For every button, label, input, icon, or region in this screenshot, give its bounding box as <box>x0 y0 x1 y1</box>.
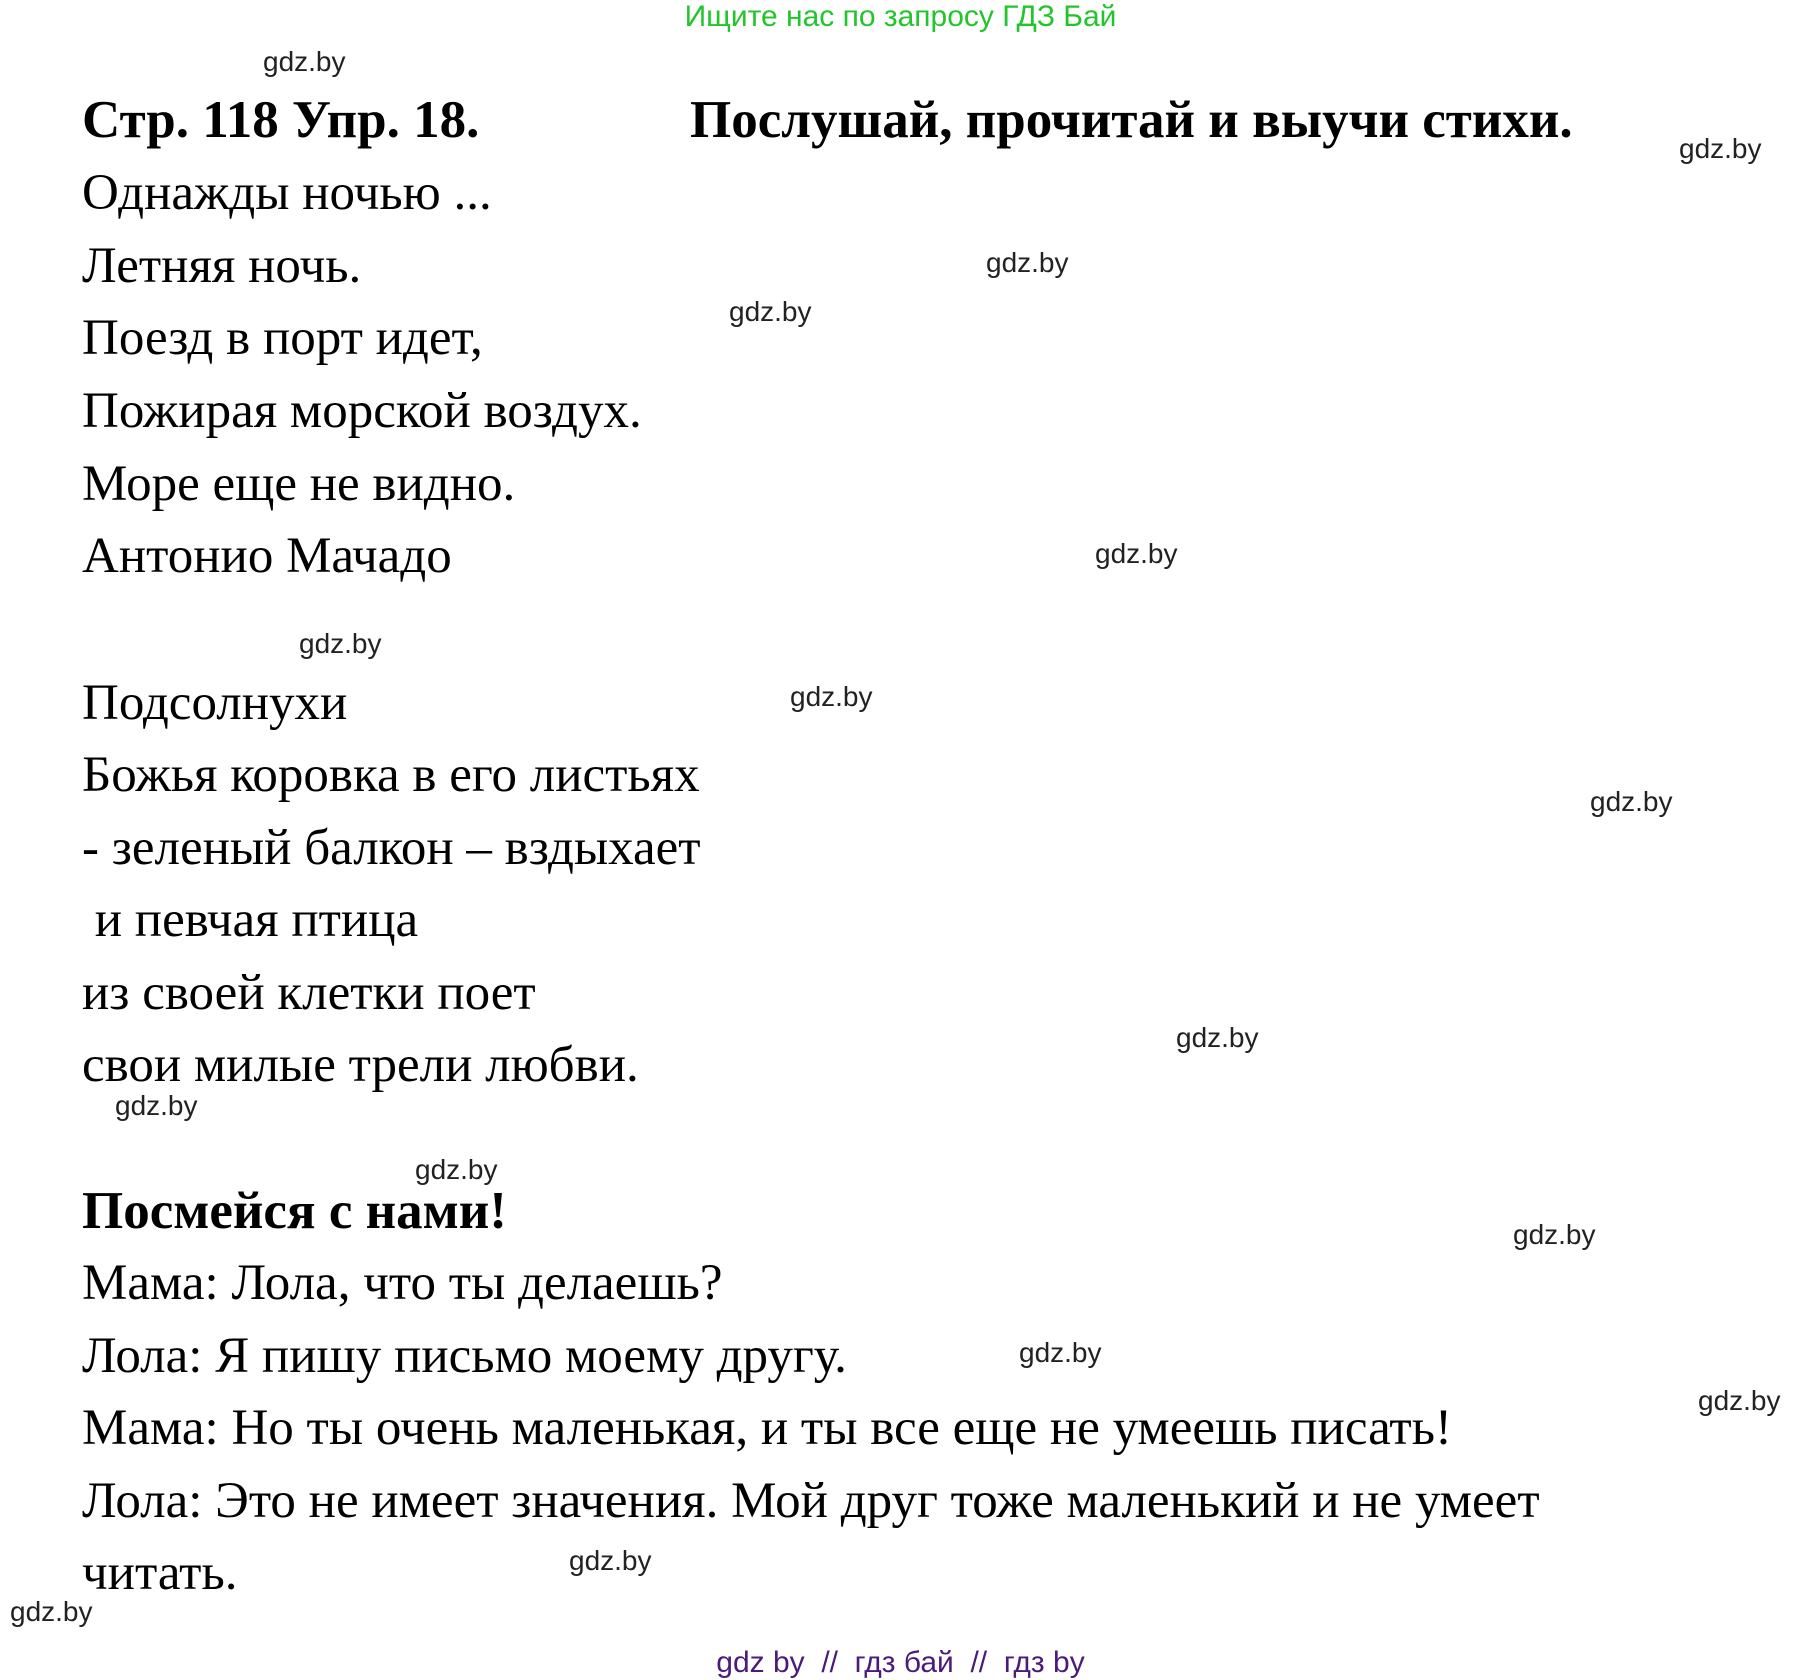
exercise-instruction: Послушай, прочитай и выучи стихи. <box>690 91 1573 149</box>
poem1-line: Пожирая морской воздух. <box>82 383 642 439</box>
joke-line: читать. <box>82 1545 238 1601</box>
watermark: gdz.by <box>790 681 873 712</box>
joke-line: Лола: Я пишу письмо моему другу. <box>82 1328 847 1384</box>
watermark: gdz.by <box>415 1154 498 1185</box>
watermark: gdz.by <box>1019 1337 1102 1368</box>
joke-line: Лола: Это не имеет значения. Мой друг тоже маленький и не умеет <box>82 1473 1540 1529</box>
joke-line: Мама: Но ты очень маленькая, и ты все еще не умеешь писать! <box>82 1400 1452 1456</box>
watermark: gdz.by <box>1176 1022 1259 1053</box>
poem2-line: из своей клетки поет <box>82 965 536 1021</box>
watermark: gdz.by <box>1590 786 1673 817</box>
watermark: gdz.by <box>1698 1385 1781 1416</box>
joke-line: Мама: Лола, что ты делаешь? <box>82 1255 723 1311</box>
poem2-line: - зеленый балкон – вздыхает <box>82 820 701 876</box>
exercise-reference: Стр. 118 Упр. 18. <box>82 91 480 149</box>
watermark: gdz.by <box>986 247 1069 278</box>
poem2-line: и певчая птица <box>82 892 419 948</box>
poem1-line: Море еще не видно. <box>82 456 516 512</box>
poem2-title: Подсолнухи <box>82 675 348 731</box>
watermark: gdz.by <box>1513 1219 1596 1250</box>
poem1-author: Антонио Мачадо <box>82 528 452 584</box>
watermark: gdz.by <box>729 296 812 327</box>
joke-title: Посмейся с нами! <box>82 1182 507 1240</box>
watermark: gdz.by <box>10 1596 93 1627</box>
watermark: gdz.by <box>263 46 346 77</box>
poem1-line: Летняя ночь. <box>82 238 362 294</box>
watermark: gdz.by <box>299 628 382 659</box>
poem1-line: Поезд в порт идет, <box>82 310 483 366</box>
poem2-line: Божья коровка в его листьях <box>82 747 700 803</box>
footer-links: gdz by // гдз бай // гдз by <box>716 1646 1085 1679</box>
poem2-line: свои милые трели любви. <box>82 1037 639 1093</box>
watermark: gdz.by <box>1095 538 1178 569</box>
search-banner: Ищите нас по запросу ГДЗ Бай <box>684 0 1117 33</box>
poem1-line: Однажды ночью ... <box>82 165 492 221</box>
watermark: gdz.by <box>569 1545 652 1576</box>
watermark: gdz.by <box>1679 133 1762 164</box>
watermark: gdz.by <box>115 1090 198 1121</box>
